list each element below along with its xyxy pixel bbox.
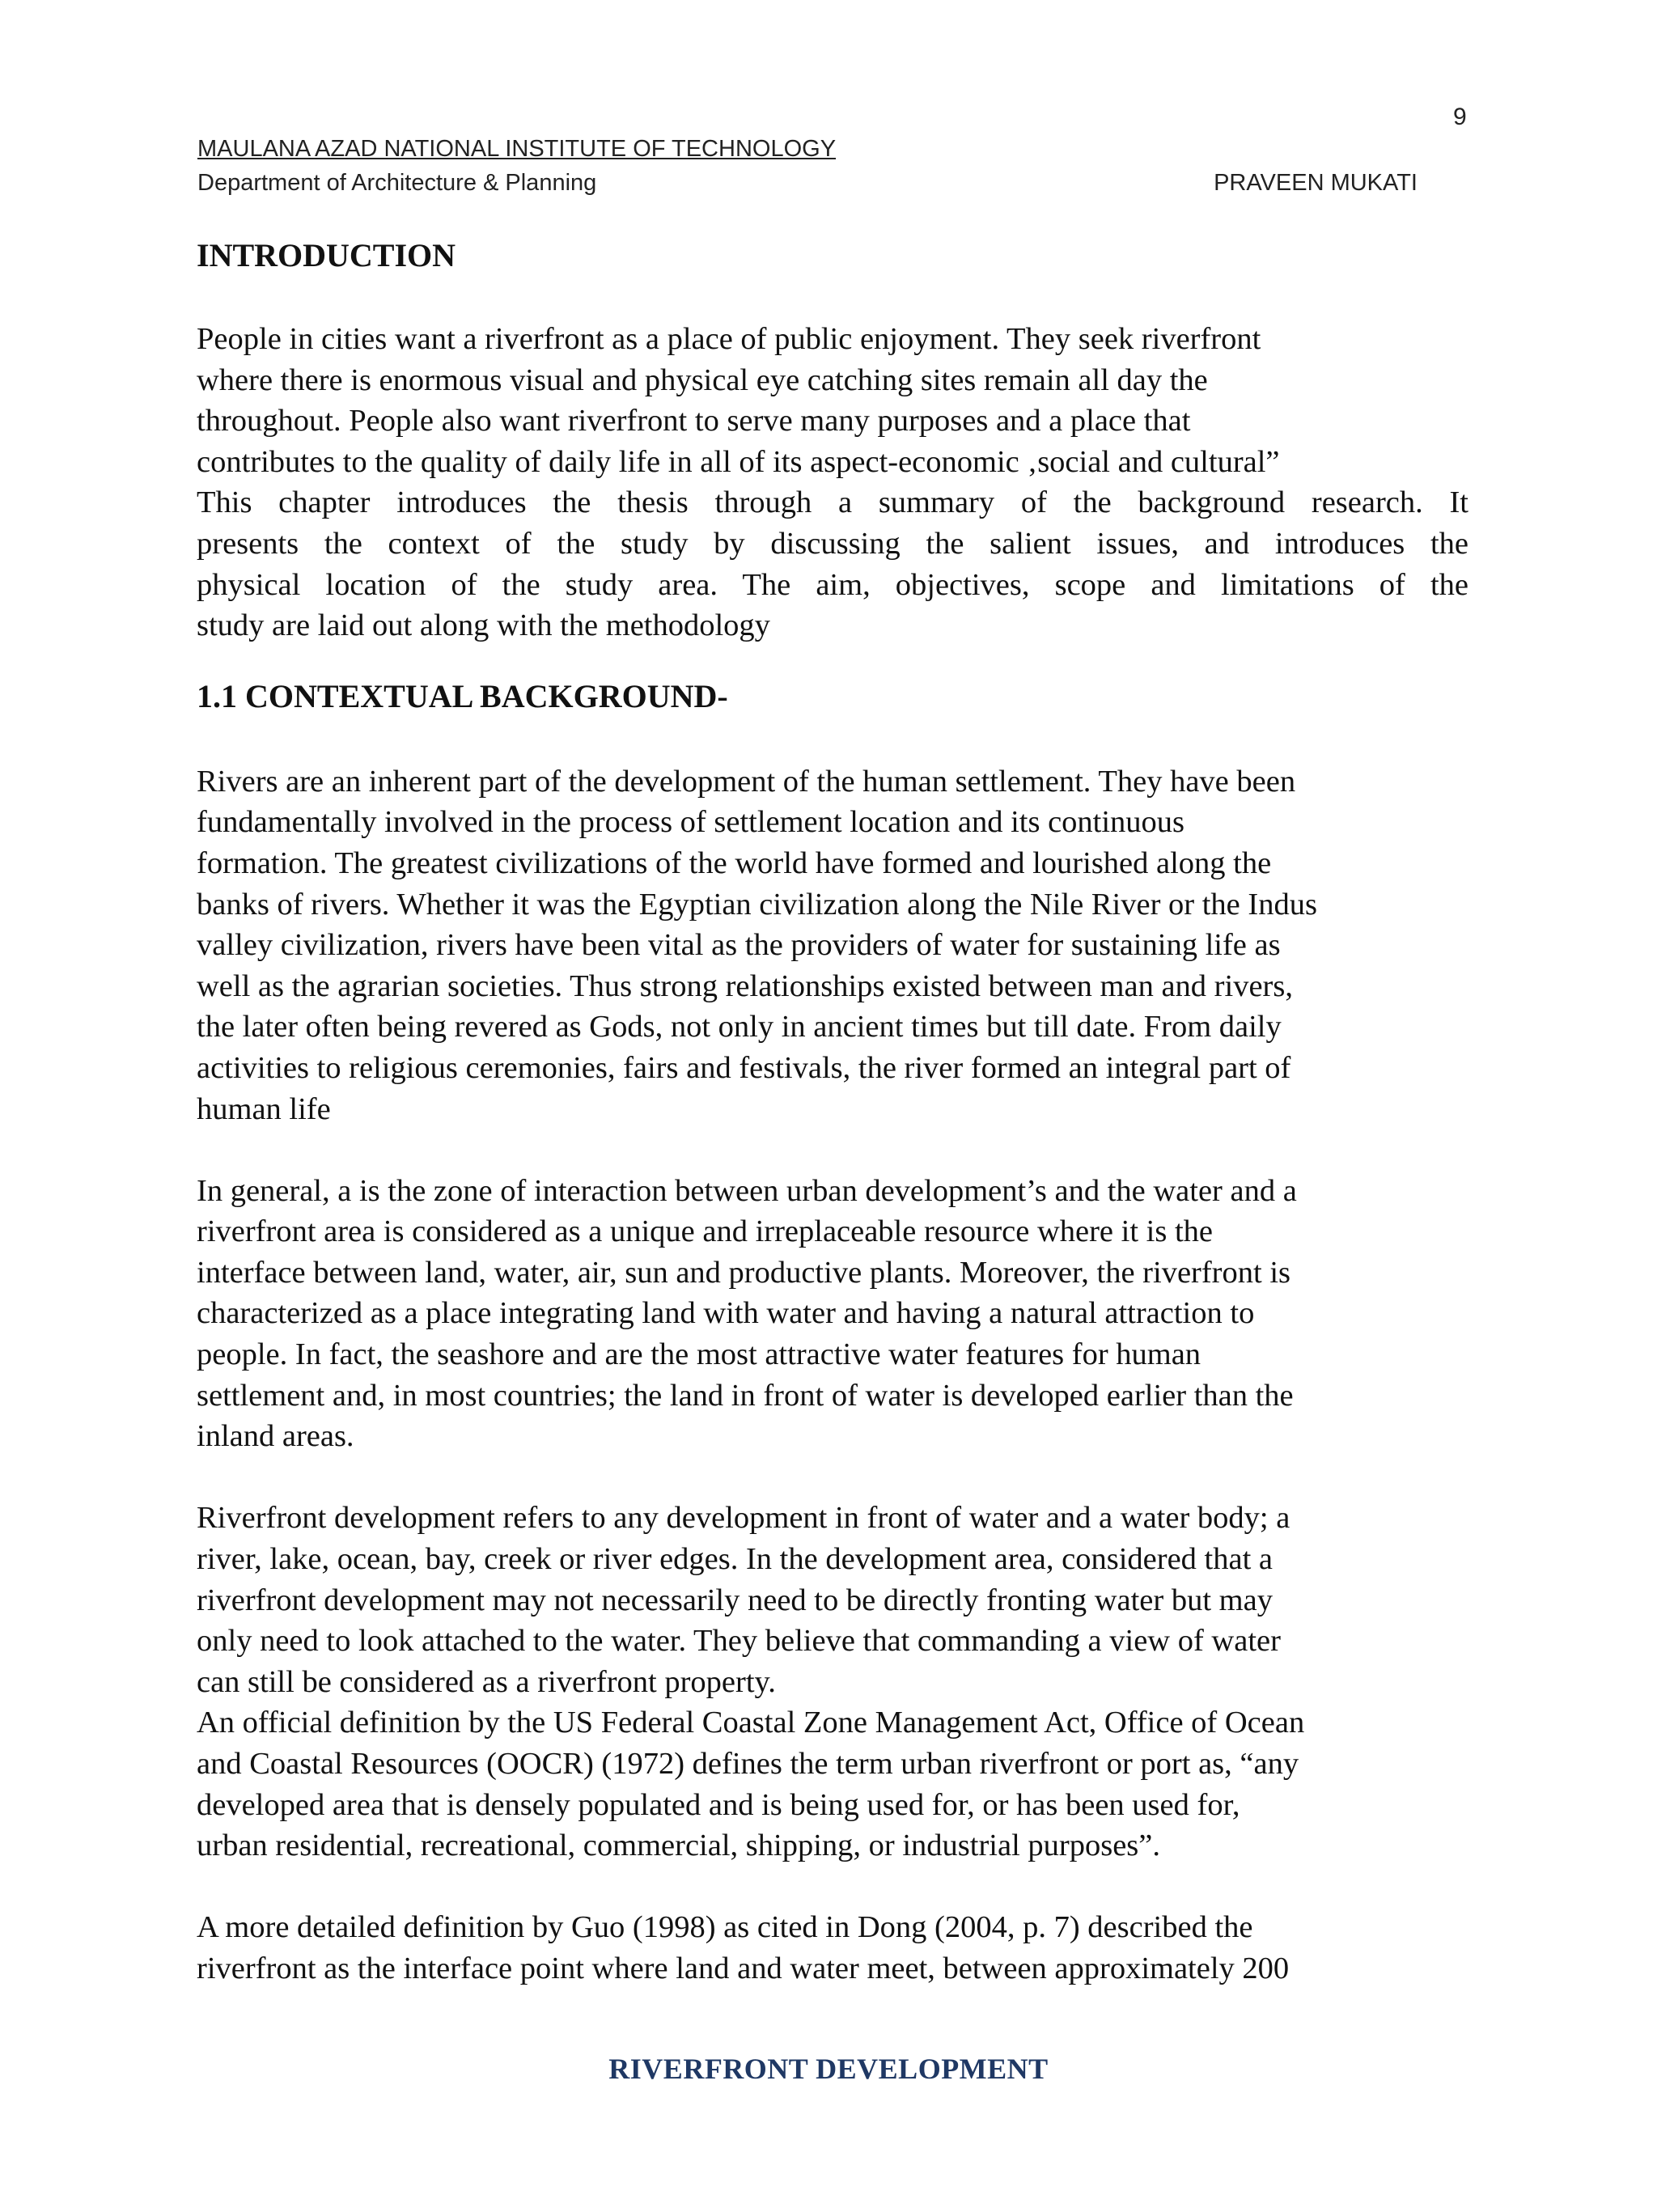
text-line: activities to religious ceremonies, fairs and festivals, the river formed an integral part of [197, 1050, 1291, 1085]
paragraph-riverfront-development [197, 1498, 1468, 1866]
paragraph-spacer [197, 1867, 1468, 1908]
text-line: riverfront as the interface point where land and water meet, between approximately 200 [197, 1951, 1290, 1985]
text-line: presents the context of the study by discussing the salient issues, and introduces the [197, 526, 1468, 561]
text-line: interface between land, water, air, sun and productive plants. Moreover, the riverfront is [197, 1255, 1290, 1290]
text-line: People in cities want a riverfront as a place of public enjoyment. They seek riverfront [197, 322, 1261, 356]
paragraph-spacer [197, 1129, 1468, 1171]
text-line: Riverfront development refers to any development in front of water and a water body; a [197, 1501, 1290, 1536]
text-line: formation. The greatest civilizations of the world have formed and lourished along the [197, 845, 1272, 880]
text-line: developed area that is densely populated and is being used for, or has been used for, [197, 1787, 1240, 1822]
page-number: 9 [1453, 104, 1467, 130]
footer-title: RIVERFRONT DEVELOPMENT [608, 2053, 1049, 2085]
text-line: throughout. People also want riverfront to serve many purposes and a place that [197, 404, 1191, 439]
text-line: An official definition by the US Federal Coastal Zone Management Act, Office of Ocean [197, 1706, 1305, 1740]
text-line: riverfront area is considered as a unique and irreplaceable resource where it is the [197, 1214, 1214, 1249]
text-line: people. In fact, the seashore and are the most attractive water features for human [197, 1337, 1201, 1372]
text-line: where there is enormous visual and physical eye catching sites remain all day the [197, 362, 1208, 397]
text-line: settlement and, in most countries; the land in front of water is developed earlier than the [197, 1378, 1294, 1413]
header-author: PRAVEEN MUKATI [1214, 170, 1418, 196]
text-line: and Coastal Resources (OOCR) (1972) defines the term urban riverfront or port as, “any [197, 1747, 1299, 1781]
text-line: physical location of the study area. The aim, objectives, scope and limitations of the [197, 567, 1468, 602]
header-department: Department of Architecture & Planning [197, 170, 597, 196]
introduction-heading: INTRODUCTION [197, 237, 456, 273]
text-line: characterized as a place integrating land with water and having a natural attraction to [197, 1296, 1255, 1331]
header-institute: MAULANA AZAD NATIONAL INSTITUTE OF TECHNOLOGY [197, 136, 837, 162]
text-line: human life [197, 1091, 331, 1126]
paragraph-rivers [197, 761, 1468, 1129]
text-line: contributes to the quality of daily life in all of its aspect-economic ‚social and cultural” [197, 444, 1280, 479]
document-body [197, 235, 1468, 1990]
text-line: inland areas. [197, 1419, 354, 1454]
text-line: can still be considered as a riverfront property. [197, 1664, 776, 1699]
paragraph-interaction-zone [197, 1171, 1468, 1457]
paragraph-guo-definition [197, 1907, 1468, 1989]
text-line: Rivers are an inherent part of the development of the human settlement. They have been [197, 764, 1296, 799]
paragraph-spacer [197, 1457, 1468, 1498]
text-line: valley civilization, rivers have been vital as the providers of water for sustaining life as [197, 928, 1281, 963]
text-line: fundamentally involved in the process of settlement location and its continuous [197, 805, 1185, 840]
text-line: banks of rivers. Whether it was the Egyptian civilization along the Nile River or the Indus [197, 887, 1317, 922]
contextual-background-heading: 1.1 CONTEXTUAL BACKGROUND- [197, 677, 728, 714]
text-line: In general, a is the zone of interaction between urban development’s and the water and a [197, 1173, 1297, 1208]
text-line: only need to look attached to the water. They believe that commanding a view of water [197, 1624, 1281, 1659]
text-line: the later often being revered as Gods, not only in ancient times but till date. From daily [197, 1010, 1282, 1045]
introduction-paragraph [197, 319, 1468, 646]
text-line: urban residential, recreational, commercial, shipping, or industrial purposes”. [197, 1829, 1160, 1863]
text-line: This chapter introduces the thesis through a summary of the background research. It [197, 485, 1468, 520]
text-line: study are laid out along with the methodology [197, 608, 770, 643]
text-line: riverfront development may not necessarily need to be directly fronting water but may [197, 1583, 1273, 1617]
text-line: A more detailed definition by Guo (1998) as cited in Dong (2004, p. 7) described the [197, 1910, 1253, 1945]
text-line: well as the agrarian societies. Thus strong relationships existed between man and rivers, [197, 968, 1293, 1003]
text-line: river, lake, ocean, bay, creek or river edges. In the development area, considered that a [197, 1542, 1273, 1577]
